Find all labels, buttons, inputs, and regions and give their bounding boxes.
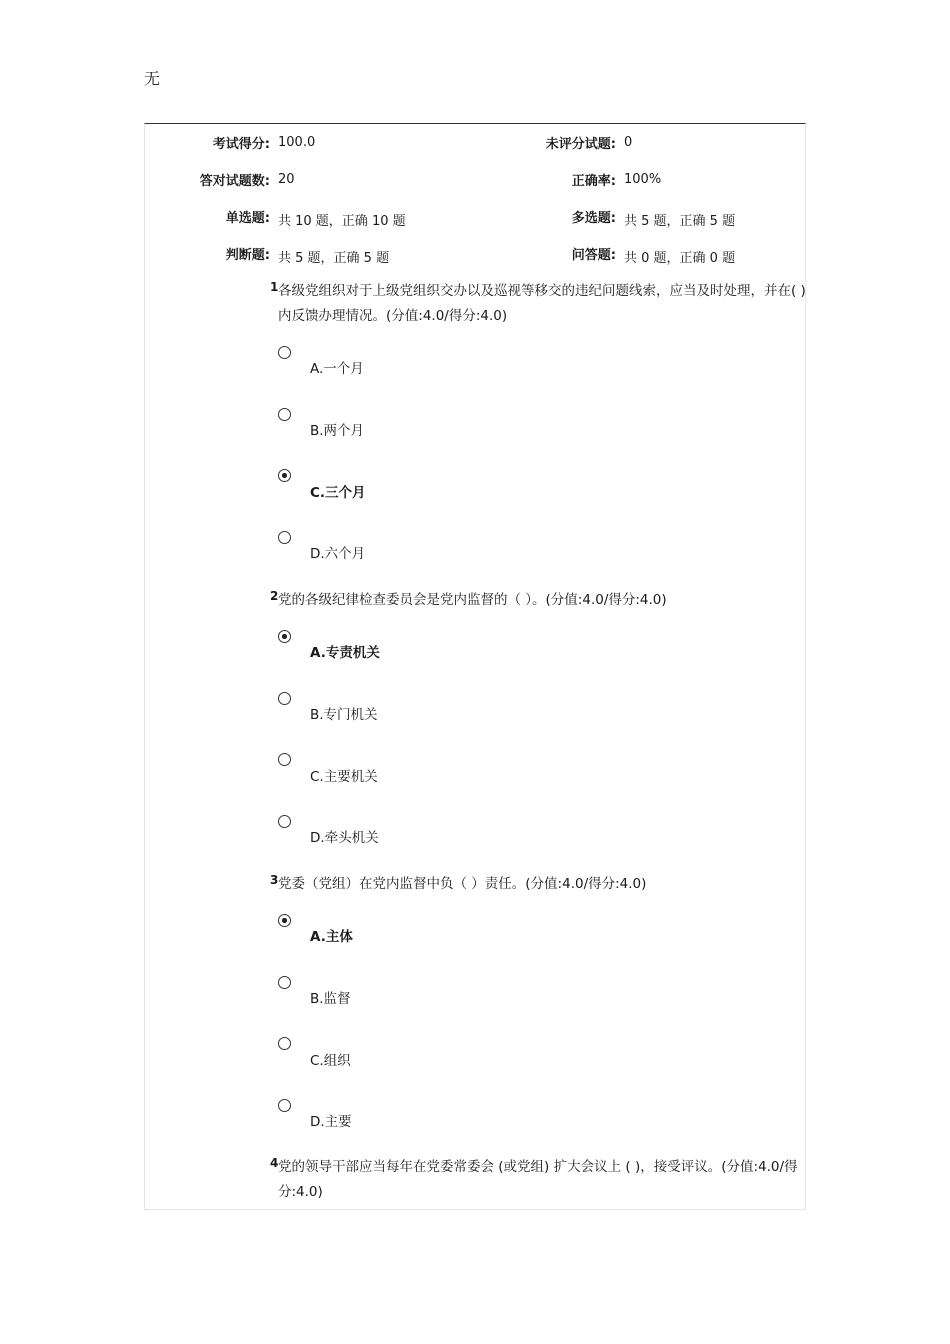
question-number: 2 xyxy=(270,589,279,603)
question-text: 党委（党组）在党内监督中负（ ）责任。(分值:4.0/得分:4.0) xyxy=(278,876,647,892)
ungraded-value: 0 xyxy=(624,135,633,150)
option-radio[interactable] xyxy=(278,346,291,359)
option-radio[interactable] xyxy=(278,753,291,766)
option-label[interactable]: B.监督 xyxy=(310,991,351,1007)
option-radio-selected[interactable] xyxy=(278,914,291,927)
true-false-label: 判断题: xyxy=(225,248,270,263)
answered-value: 20 xyxy=(278,172,295,187)
single-choice-value: 共 10 题，正确 10 题 xyxy=(278,214,406,229)
option-label[interactable]: C.组织 xyxy=(310,1053,351,1069)
option-label-selected[interactable]: A.专责机关 xyxy=(310,645,380,661)
accuracy-value: 100% xyxy=(624,172,662,187)
option-label[interactable]: D.牵头机关 xyxy=(310,830,379,846)
question-number: 1 xyxy=(270,280,279,294)
option-radio-selected[interactable] xyxy=(278,630,291,643)
option-radio[interactable] xyxy=(278,531,291,544)
option-label-selected[interactable]: A.主体 xyxy=(310,929,353,945)
score-label: 考试得分: xyxy=(212,137,270,152)
accuracy-label: 正确率: xyxy=(571,174,616,189)
option-radio[interactable] xyxy=(278,815,291,828)
option-radio-selected[interactable] xyxy=(278,469,291,482)
option-label[interactable]: B.专门机关 xyxy=(310,707,378,723)
multi-choice-value: 共 5 题，正确 5 题 xyxy=(624,214,736,229)
option-radio[interactable] xyxy=(278,976,291,989)
option-label[interactable]: D.六个月 xyxy=(310,546,366,562)
option-label[interactable]: B.两个月 xyxy=(310,423,365,439)
single-choice-label: 单选题: xyxy=(225,211,270,226)
question-number: 4 xyxy=(270,1156,279,1170)
option-radio[interactable] xyxy=(278,1099,291,1112)
option-label[interactable]: D.主要 xyxy=(310,1114,352,1130)
true-false-value: 共 5 题，正确 5 题 xyxy=(278,251,390,266)
option-label-selected[interactable]: C.三个月 xyxy=(310,485,366,501)
option-radio[interactable] xyxy=(278,692,291,705)
option-label[interactable]: A.一个月 xyxy=(310,361,364,377)
option-radio[interactable] xyxy=(278,408,291,421)
qa-value: 共 0 题，正确 0 题 xyxy=(624,251,736,266)
question-number: 3 xyxy=(270,873,279,887)
top-note: 无 xyxy=(144,69,161,88)
question-text: 各级党组织对于上级党组织交办以及巡视等移交的违纪问题线索，应当及时处理，并在( )内反馈办理情况。(分值:4.0/得分:4.0) xyxy=(278,283,806,324)
question-text: 党的各级纪律检查委员会是党内监督的（ ）。(分值:4.0/得分:4.0) xyxy=(278,592,667,608)
option-radio[interactable] xyxy=(278,1037,291,1050)
option-label[interactable]: C.主要机关 xyxy=(310,769,378,785)
multi-choice-label: 多选题: xyxy=(571,211,616,226)
answered-label: 答对试题数: xyxy=(199,174,270,189)
qa-label: 问答题: xyxy=(571,248,616,263)
question-text: 党的领导干部应当每年在党委常委会 (或党组) 扩大会议上 ( )，接受评议。(分值:4.0/得分:4.0) xyxy=(278,1159,798,1200)
score-value: 100.0 xyxy=(278,135,316,150)
ungraded-label: 未评分试题: xyxy=(545,137,616,152)
